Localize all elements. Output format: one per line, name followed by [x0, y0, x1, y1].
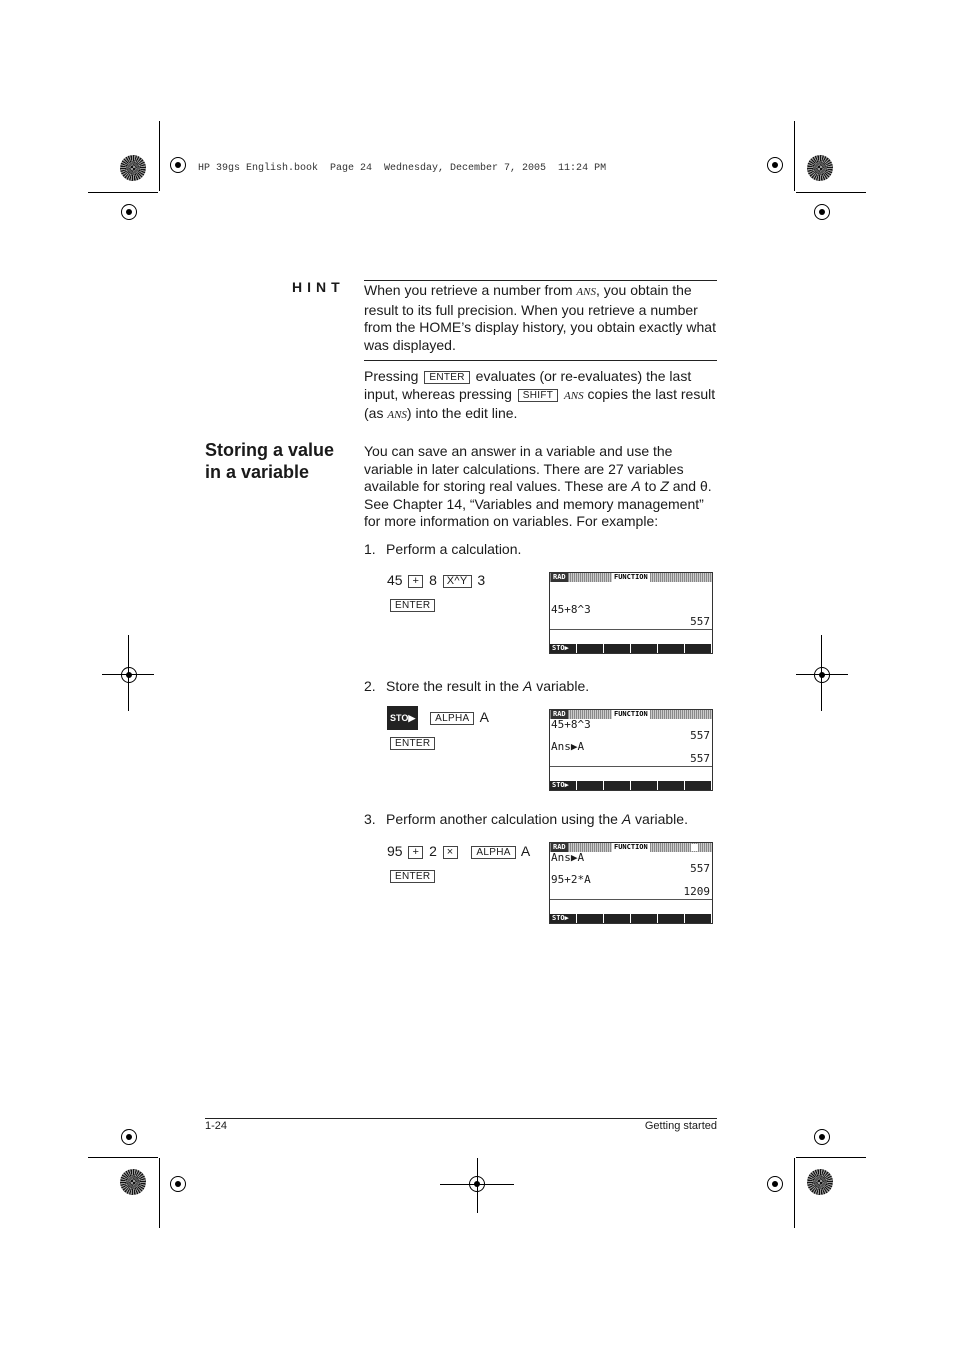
step-number: 1.	[364, 541, 376, 557]
history-result: 557	[690, 615, 710, 628]
hint-text-1: When you retrieve a number from	[364, 282, 577, 298]
app-name: FUNCTION	[614, 843, 648, 851]
sto-menu-key: STO▶	[550, 914, 577, 923]
history-input: Ans▶A	[551, 740, 585, 753]
step-text: variable.	[532, 678, 590, 694]
status-bar	[550, 573, 712, 582]
enter-key: ENTER	[390, 737, 435, 750]
sto-menu-key: STO▶	[550, 644, 577, 653]
digit-keys: 3	[477, 572, 486, 588]
var-a: A	[522, 678, 533, 694]
plus-key: +	[408, 575, 423, 588]
shift-key: SHIFT	[518, 389, 558, 402]
menu-bar	[550, 781, 712, 790]
pressing-paragraph	[364, 368, 720, 425]
chapter-name: Getting started	[644, 1120, 717, 1132]
calculator-screen-1	[549, 572, 713, 654]
history-input: 95+2*A	[551, 873, 591, 886]
var-z: Z	[660, 478, 669, 495]
app-name: FUNCTION	[614, 710, 648, 718]
app-name: FUNCTION	[614, 573, 648, 581]
alpha-key: ALPHA	[471, 846, 515, 859]
plus-key: +	[408, 846, 423, 859]
step-number: 3.	[364, 811, 376, 827]
letter-key: A	[520, 843, 531, 859]
scroll-up-icon	[691, 844, 698, 851]
step-3-keys	[387, 839, 530, 887]
print-slug: HP 39gs English.book Page 24 Wednesday, December 7, 2005 11:24 PM	[198, 163, 607, 174]
history-result: 557	[690, 729, 710, 742]
pressing-text-1: Pressing	[364, 368, 423, 384]
pressing-text-3: copies the last result (as	[364, 385, 716, 422]
history-input: 45+8^3	[551, 718, 591, 731]
ans-label: ANS	[576, 286, 596, 298]
history-result: 557	[690, 752, 710, 765]
ans-label: ANS	[564, 389, 584, 402]
angle-mode: RAD	[553, 573, 566, 581]
step-text: Perform a calculation.	[386, 541, 522, 557]
digit-keys: 95	[387, 843, 403, 859]
hint-box	[364, 280, 717, 361]
var-a: A	[621, 811, 632, 827]
history-result: 1209	[683, 885, 710, 898]
enter-key: ENTER	[390, 599, 435, 612]
digit-keys: 2	[429, 843, 437, 859]
step-1-keys	[387, 568, 485, 616]
pressing-text-2: evaluates (or re-evaluates) the last input, whereas pressing	[364, 368, 692, 402]
multiply-key: ×	[443, 846, 458, 859]
enter-key: ENTER	[390, 870, 435, 883]
alpha-key: ALPHA	[430, 712, 474, 725]
intro-text-1: You can save an answer in a variable and use the variable in later calculations. There are 27 variables available for storing real values. These are	[364, 443, 684, 495]
hint-label: HINT	[292, 279, 345, 295]
sto-menu-key: STO▶	[550, 781, 577, 790]
history-input: Ans▶A	[551, 851, 585, 864]
letter-key: A	[479, 709, 489, 725]
menu-bar	[550, 644, 712, 653]
step-3	[364, 811, 688, 827]
step-2-keys	[387, 705, 489, 754]
intro-to: to	[640, 478, 661, 495]
digit-keys: 45	[387, 572, 403, 588]
page-number: 1-24	[205, 1120, 228, 1132]
intro-and: and	[668, 478, 700, 495]
var-theta: θ	[699, 478, 708, 495]
step-number: 2.	[364, 678, 376, 694]
ans-label: ANS	[387, 409, 407, 422]
step-2	[364, 678, 589, 694]
section-heading: Storing a value in a variable	[205, 440, 335, 482]
history-result: 557	[690, 862, 710, 875]
intro-text-2: . See Chapter 14, “Variables and memory management” for more information on variables. For example:	[364, 478, 712, 530]
menu-bar	[550, 914, 712, 923]
intro-paragraph	[364, 443, 720, 531]
calculator-screen-2	[549, 709, 713, 791]
step-text: Perform another calculation using the	[386, 811, 622, 827]
sto-key: STO▶	[387, 706, 418, 730]
digit-keys: 8	[429, 572, 437, 588]
hint-text-2: , you obtain the result to its full precision. When you retrieve a number from the HOME’s display history, you obtain exactly what was displayed.	[364, 282, 716, 353]
step-text: variable.	[631, 811, 688, 827]
pressing-text-4: ) into the edit line.	[406, 405, 518, 422]
power-key: X^Y	[443, 575, 472, 588]
calculator-screen-3	[549, 842, 713, 924]
footer-rule	[205, 1118, 717, 1119]
enter-key: ENTER	[424, 371, 469, 384]
angle-mode: RAD	[553, 710, 566, 718]
step-1	[364, 541, 521, 557]
var-a: A	[631, 478, 641, 495]
angle-mode: RAD	[553, 843, 566, 851]
history-input: 45+8^3	[551, 603, 591, 616]
step-text: Store the result in the	[386, 678, 523, 694]
